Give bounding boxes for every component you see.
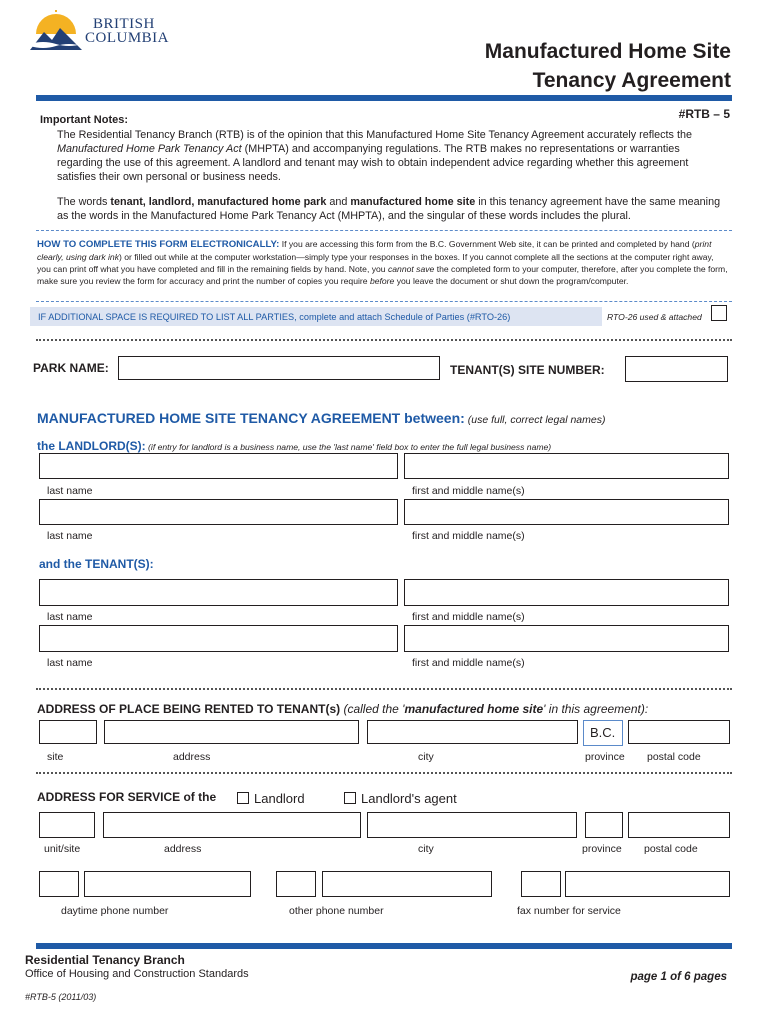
notes-p1-text-2: (MHPTA) and accompanying regulations. The RTB makes no representations or warranties regarding the use of this agreement. A landlord and tenant may wish to obtain independent advice regarding whether this agreement satisfies their own personal or business needs.: [57, 143, 689, 183]
section-divider-2: [36, 688, 732, 690]
bc-sun-mountain-icon: [30, 10, 82, 52]
howto-top-divider: [36, 230, 732, 231]
rented-site-field[interactable]: [39, 720, 97, 744]
landlord-2-last-name-label: last name: [47, 530, 93, 542]
tenant-1-first-name-label: first and middle name(s): [412, 611, 525, 623]
howto-text-2: ) or filled out while at the computer workstation—simply type your responses in the boxes. If you cannot complete all the sections at the computer right away, you can print off what you have completed and fill in the remaining fields by hand. Note, you: [37, 252, 714, 274]
page-title: [485, 37, 731, 95]
rented-province-field[interactable]: [583, 720, 623, 746]
howto-text-4: you leave the document or shut down the program/computer.: [394, 276, 629, 286]
agreement-heading: [37, 410, 605, 426]
rented-address-note-b: ' in this agreement):: [543, 702, 649, 716]
tenant-2-last-name-label: last name: [47, 657, 93, 669]
agreement-title: MANUFACTURED HOME SITE TENANCY AGREEMENT between:: [37, 410, 465, 426]
rented-site-label: site: [47, 751, 64, 763]
header-rule: [36, 95, 732, 101]
park-name-field[interactable]: [118, 356, 440, 380]
howto-bottom-divider: [36, 301, 732, 302]
logo-text-2: COLUMBIA: [85, 30, 170, 46]
fax-field[interactable]: [565, 871, 730, 897]
fax-area-field[interactable]: [521, 871, 561, 897]
howto-paragraph: [37, 238, 729, 287]
rented-city-label: city: [418, 751, 434, 763]
footer-rule: [36, 943, 732, 949]
form-code: #RTB – 5: [678, 107, 730, 121]
service-address-label: address: [164, 843, 202, 855]
notes-p1-act: Manufactured Home Park Tenancy Act: [57, 143, 242, 155]
notes-p1-text: The Residential Tenancy Branch (RTB) is of the opinion that this Manufactured Home Site Tenancy Agreement accurately reflects the: [57, 129, 692, 141]
service-option-agent[interactable]: [344, 791, 457, 806]
rto26-checkbox[interactable]: [711, 305, 727, 321]
service-city-field[interactable]: [367, 812, 577, 838]
footer-branch: Residential Tenancy Branch: [25, 953, 185, 967]
howto-text-3: the completed form to your computer, therefore, after you complete the form, make sure you review the form for accuracy and print the number of copies you require: [37, 264, 728, 286]
daytime-phone-area-field[interactable]: [39, 871, 79, 897]
service-unit-field[interactable]: [39, 812, 95, 838]
service-postal-code-label: postal code: [644, 843, 698, 855]
rto26-label: RTO-26 used & attached: [607, 312, 702, 322]
title-line-2: Tenancy Agreement: [532, 69, 731, 92]
notes-paragraph-2: [57, 195, 727, 223]
landlord-agent-checkbox[interactable]: [344, 792, 356, 804]
howto-italic-1: print clearly, using dark ink: [37, 239, 712, 262]
rented-province-label: province: [585, 751, 625, 763]
rented-address-heading: [37, 702, 648, 716]
notes-p2-and: and: [326, 196, 351, 208]
bc-logo: [30, 10, 170, 52]
footer-office: Office of Housing and Construction Standards: [25, 968, 249, 980]
notes-p2-terms: tenant, landlord, manufactured home park: [110, 196, 327, 208]
footer-page-number: page 1 of 6 pages: [630, 971, 727, 983]
landlord-2-first-name-label: first and middle name(s): [412, 530, 525, 542]
rented-postal-code-label: postal code: [647, 751, 701, 763]
landlords-title: the LANDLORD(S):: [37, 439, 146, 453]
rented-address-label: address: [173, 751, 211, 763]
landlord-1-first-name-label: first and middle name(s): [412, 485, 525, 497]
tenant-2-last-name-field[interactable]: [39, 625, 398, 652]
fax-label: fax number for service: [517, 905, 621, 917]
notes-paragraph-1: [57, 128, 727, 184]
service-postal-code-field[interactable]: [628, 812, 730, 838]
landlord-1-last-name-field[interactable]: [39, 453, 398, 479]
notes-p2-text-2: in this tenancy agreement have the same meaning as the words in the Manufactured Home Park Tenancy Act (MHPTA), and the singular of these words includes the plural.: [57, 196, 721, 222]
notes-p2-term-site: manufactured home site: [350, 196, 476, 208]
site-number-label: TENANT(S) SITE NUMBER:: [450, 363, 605, 377]
landlord-2-last-name-field[interactable]: [39, 499, 398, 525]
landlord-2-first-name-field[interactable]: [404, 499, 729, 525]
rented-address-field[interactable]: [104, 720, 359, 744]
daytime-phone-field[interactable]: [84, 871, 251, 897]
title-line-1: Manufactured Home Site: [484, 40, 731, 63]
site-number-field[interactable]: [625, 356, 728, 382]
rented-address-title: ADDRESS OF PLACE BEING RENTED TO TENANT(s): [37, 702, 341, 716]
other-phone-area-field[interactable]: [276, 871, 316, 897]
howto-heading: HOW TO COMPLETE THIS FORM ELECTRONICALLY:: [37, 239, 280, 250]
rented-postal-code-field[interactable]: [628, 720, 730, 744]
tenant-2-first-name-field[interactable]: [404, 625, 729, 652]
service-heading: ADDRESS FOR SERVICE of the: [37, 790, 217, 804]
other-phone-field[interactable]: [322, 871, 492, 897]
notes-heading: Important Notes:: [40, 114, 128, 126]
rented-city-field[interactable]: [367, 720, 578, 744]
park-name-label: PARK NAME:: [33, 361, 109, 375]
landlord-1-last-name-label: last name: [47, 485, 93, 497]
section-divider-3: [36, 772, 732, 774]
service-option-agent-label: Landlord's agent: [361, 791, 457, 806]
logo-text-1: BRITISH: [93, 16, 155, 32]
notes-p2-text: The words: [57, 196, 111, 208]
howto-text-1: If you are accessing this form from the B.C. Government Web site, it can be printed and completed by hand (: [279, 239, 695, 249]
howto-italic-3: before: [369, 276, 395, 286]
additional-space-text: IF ADDITIONAL SPACE IS REQUIRED TO LIST ALL PARTIES, complete and attach Schedule of Parties (#RTO-26): [38, 312, 511, 322]
landlord-1-first-name-field[interactable]: [404, 453, 729, 479]
tenant-1-last-name-field[interactable]: [39, 579, 398, 606]
service-option-landlord-label: Landlord: [254, 791, 305, 806]
agreement-note: (use full, correct legal names): [464, 414, 606, 426]
service-province-field[interactable]: [585, 812, 623, 838]
service-city-label: city: [418, 843, 434, 855]
other-phone-label: other phone number: [289, 905, 384, 917]
tenant-1-last-name-label: last name: [47, 611, 93, 623]
tenant-2-first-name-label: first and middle name(s): [412, 657, 525, 669]
tenants-heading: and the TENANT(S):: [39, 557, 154, 571]
daytime-phone-label: daytime phone number: [61, 905, 169, 917]
rented-address-note-bold: manufactured home site: [404, 702, 544, 716]
rented-province-value: B.C.: [590, 725, 616, 740]
landlord-checkbox[interactable]: [237, 792, 249, 804]
howto-italic-2: cannot save: [387, 264, 435, 274]
tenant-1-first-name-field[interactable]: [404, 579, 729, 606]
footer-form-code: #RTB-5 (2011/03): [25, 992, 97, 1002]
service-option-landlord[interactable]: [237, 791, 305, 806]
service-province-label: province: [582, 843, 622, 855]
rented-address-note-a: (called the ': [340, 702, 405, 716]
landlords-note: (if entry for landlord is a business name, use the 'last name' field box to enter the full legal business name): [145, 442, 552, 452]
service-unit-label: unit/site: [44, 843, 81, 855]
service-address-field[interactable]: [103, 812, 361, 838]
section-divider-1: [36, 339, 732, 341]
